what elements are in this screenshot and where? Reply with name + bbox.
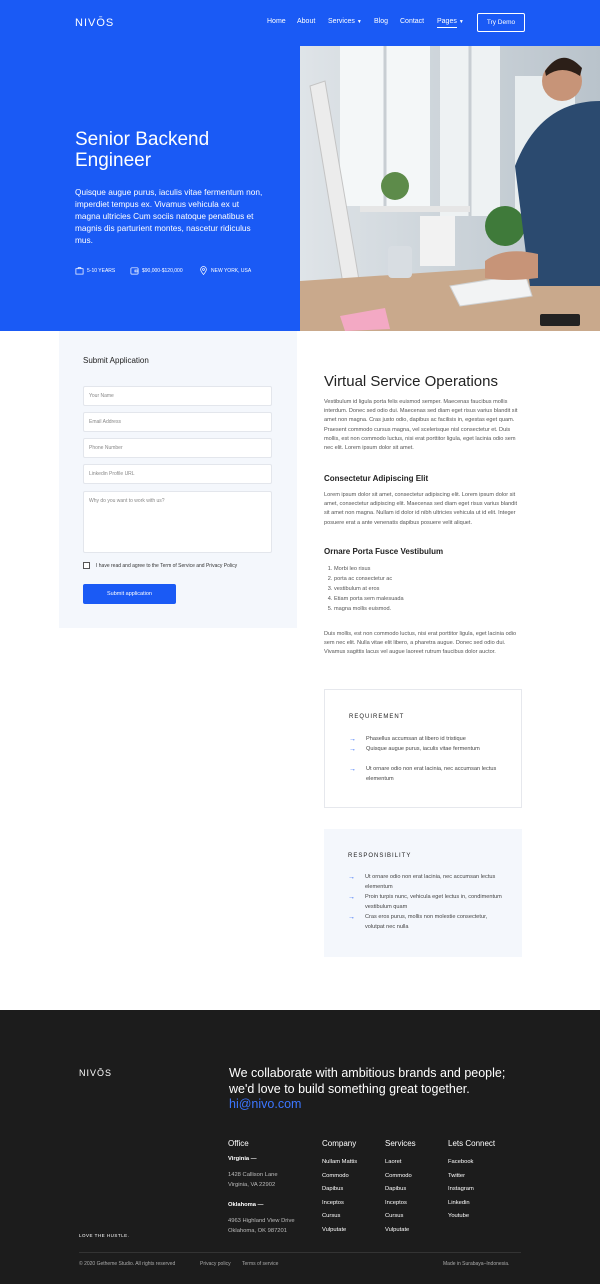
footer-link[interactable]: Linkedin xyxy=(448,1199,470,1206)
footer-link[interactable]: Inceptos xyxy=(385,1199,407,1206)
copyright-text: © 2020 Gethemе Studio. All rights reserved xyxy=(79,1261,176,1267)
footer-link[interactable]: Inceptos xyxy=(322,1199,344,1206)
top-navigation xyxy=(0,0,600,46)
caret-down-icon: ▼ xyxy=(458,19,464,25)
nav-item-about[interactable]: About xyxy=(297,18,316,25)
list-item: 3. vestibulum at eros xyxy=(334,584,522,594)
requirement-box xyxy=(324,689,522,808)
phone-input[interactable]: Phone Number xyxy=(83,438,272,458)
nav-item-services[interactable]: Services ▼ xyxy=(328,18,362,25)
office-address-line: 4963 Highland View Drive xyxy=(228,1218,295,1224)
office-address-line: 1428 Callison Lane xyxy=(228,1172,278,1178)
location-pin-icon xyxy=(199,266,208,275)
wallet-icon xyxy=(130,266,139,275)
site-footer xyxy=(0,1010,600,1284)
company-column xyxy=(322,1139,357,1237)
requirement-item: → Phasellus accumsan at libero id tristique xyxy=(349,736,466,743)
footer-link[interactable]: Dapibus xyxy=(385,1186,407,1192)
footer-link[interactable]: Laoret xyxy=(385,1159,402,1165)
footer-link[interactable]: Cursus xyxy=(322,1213,341,1219)
footer-logo[interactable]: NIVŌS xyxy=(79,1068,113,1078)
footer-link[interactable]: Twitter xyxy=(448,1172,466,1179)
responsibility-item: → Cras eros purus, mollis non molestie consectetur, volutpat nec nulla xyxy=(348,914,488,930)
experience-meta xyxy=(75,266,115,275)
responsibility-item: → Ut ornare odio non erat lacinia, nec accumsan lectus elementum xyxy=(348,874,496,890)
arrow-right-icon: → xyxy=(349,766,356,773)
footer-link[interactable]: Facebook xyxy=(448,1159,474,1165)
footer-headline xyxy=(229,1066,529,1113)
footer-headline-text: We collaborate with ambitious brands and people; we'd love to build something great together. xyxy=(229,1066,506,1096)
name-input[interactable]: Your Name xyxy=(83,386,272,406)
office-column xyxy=(228,1139,318,1236)
footer-link[interactable]: Vulputate xyxy=(385,1226,410,1233)
office-title: Office xyxy=(228,1139,249,1148)
footer-link[interactable]: Vulputate xyxy=(322,1226,347,1233)
connect-column xyxy=(448,1139,495,1224)
agree-label: I have read and agree to the Term of Service and Privacy Policy xyxy=(96,562,238,569)
footer-link[interactable]: Youtube xyxy=(448,1213,470,1219)
responsibility-item: → Proin turpis nunc, vehicula eget lectus in, condimentum vestibulum quam xyxy=(348,894,502,910)
footer-link[interactable]: Nullam Mattis xyxy=(322,1159,358,1165)
services-column xyxy=(385,1139,416,1237)
footer-link[interactable]: Commodo xyxy=(385,1172,412,1179)
agree-row xyxy=(83,562,237,569)
footer-link[interactable]: Dapibus xyxy=(322,1186,344,1192)
services-title: Services xyxy=(385,1139,416,1148)
job-title: Senior Backend Engineer xyxy=(75,129,210,171)
email-input[interactable]: Email Address xyxy=(83,412,272,432)
subheading-1: Consectetur Adipiscing Elit xyxy=(324,474,429,483)
arrow-right-icon: → xyxy=(348,874,355,881)
requirement-title: REQUIREMENT xyxy=(349,714,405,720)
arrow-right-icon: → xyxy=(348,914,355,921)
briefcase-icon xyxy=(75,266,84,275)
footer-link[interactable]: Cursus xyxy=(385,1213,404,1219)
intro-paragraph: Vestibulum id ligula porta felis euismod semper. Maecenas faucibus mollis interdum. Donec sed odio dui. Maecenas sed diam eget risus varius blandit sit amet non magna. Cras justo odio, dapibus ac facilisis in, egestas eget quam. Praesent commodo cursus magna, vel scelerisque nisl consectetur et. Duis mollis, est non commodo luctus, nisi erat porttitor ligula, eget lacinia odio sem nec elit. Lorem ipsum dolor sit amet. xyxy=(324,399,518,452)
office-address-line: Oklahoma, OK 987201 xyxy=(228,1228,287,1234)
hero-photo xyxy=(300,46,600,331)
requirement-item: → Quisque augue purus, iaculis vitae fermentum xyxy=(349,746,480,753)
office-address-line: Virginia, VA 22902 xyxy=(228,1182,276,1188)
office-city-1: Virginia — xyxy=(228,1156,257,1162)
office-city-2: Oklahoma — xyxy=(228,1202,264,1208)
application-form-panel xyxy=(59,331,297,628)
list-item: 1. Morbi leo risus xyxy=(334,564,522,574)
privacy-policy-link[interactable]: Privacy policy xyxy=(200,1261,231,1267)
list-item: 2. porta ac consectetur ac xyxy=(334,574,522,584)
salary-meta xyxy=(130,266,183,275)
experience-text: 5-10 YEARS xyxy=(87,267,116,274)
nav-item-pages[interactable]: Pages ▼ xyxy=(437,18,464,25)
why-textarea[interactable]: Why do you want to work with us? xyxy=(83,491,272,553)
responsibility-box xyxy=(324,829,522,957)
connect-title: Lets Connect xyxy=(448,1139,496,1148)
location-meta xyxy=(199,266,251,275)
agree-checkbox[interactable] xyxy=(83,562,90,569)
paragraph-3: Duis mollis, est non commodo luctus, nisi erat porttitor ligula, eget lacinia odio sem nec elit. Nulla vitae elit libero, a pharetra augue. Donec sed odio dui. Vivamus sagittis lacus vel augue laoreet rutrum faucibus dolor auctor. xyxy=(324,631,517,656)
form-title: Submit Application xyxy=(83,356,149,365)
try-demo-button[interactable]: Try Demo xyxy=(477,13,525,32)
arrow-right-icon: → xyxy=(349,746,356,753)
submit-application-button[interactable]: Submit application xyxy=(83,584,176,604)
hero-section xyxy=(0,0,600,331)
nav-item-blog[interactable]: Blog xyxy=(374,18,389,25)
brand-logo[interactable]: NIVŌS xyxy=(75,17,115,29)
salary-text: $90,000-$120,000 xyxy=(142,267,183,274)
made-in-text: Made in Surabaya–Indonesia. xyxy=(443,1261,510,1267)
footer-link[interactable]: Commodo xyxy=(322,1172,349,1179)
requirement-item: → Ut ornare odio non erat lacinia, nec accumsan lectus elementum xyxy=(349,766,497,782)
list-item: 5. magna mollis euismod. xyxy=(334,604,522,614)
footer-divider xyxy=(79,1252,521,1253)
section-title: Virtual Service Operations xyxy=(324,373,498,390)
company-title: Company xyxy=(322,1139,357,1148)
job-description: Quisque augue purus, iaculis vitae fermentum non, imperdiet tempus ex. Vivamus vehicula ex ut magna ultricies Cum sociis natoque penatibus et magnis dis parturient montes, nascetur ridiculus mus. xyxy=(75,187,263,245)
footer-link[interactable]: Instagram xyxy=(448,1186,474,1192)
subheading-2: Ornare Porta Fusce Vestibulum xyxy=(324,547,444,556)
footer-tagline: LOVE THE HUSTLE. xyxy=(79,1233,130,1238)
caret-down-icon: ▼ xyxy=(356,19,362,25)
list-item: 4. Etiam porta sem malesuada xyxy=(334,594,522,604)
arrow-right-icon: → xyxy=(349,736,356,743)
paragraph-2: Lorem ipsum dolor sit amet, consectetur adipiscing elit. Lorem ipsum dolor sit amet, consectetur adipiscing elit. Maecenas sed diam eget risus varius blandit sit amet non magna. Nullam id dolor id nibh ultricies vehicula ut id elit. Integer posuere erat a ante venenatis dapibus posuere velit aliquet. xyxy=(324,492,518,526)
arrow-right-icon: → xyxy=(348,894,355,901)
footer-email-link[interactable]: hi@nivo.com xyxy=(229,1097,302,1111)
responsibility-title: RESPONSIBILITY xyxy=(348,853,412,859)
location-text: NEW YORK, USA xyxy=(211,267,252,274)
linkedin-input[interactable]: Linkedin Profile URL xyxy=(83,464,272,484)
nav-item-contact[interactable]: Contact xyxy=(400,18,425,25)
terms-of-service-link[interactable]: Terms of service xyxy=(242,1261,279,1267)
ordered-list xyxy=(324,564,522,614)
nav-item-home[interactable]: Home xyxy=(267,18,286,25)
